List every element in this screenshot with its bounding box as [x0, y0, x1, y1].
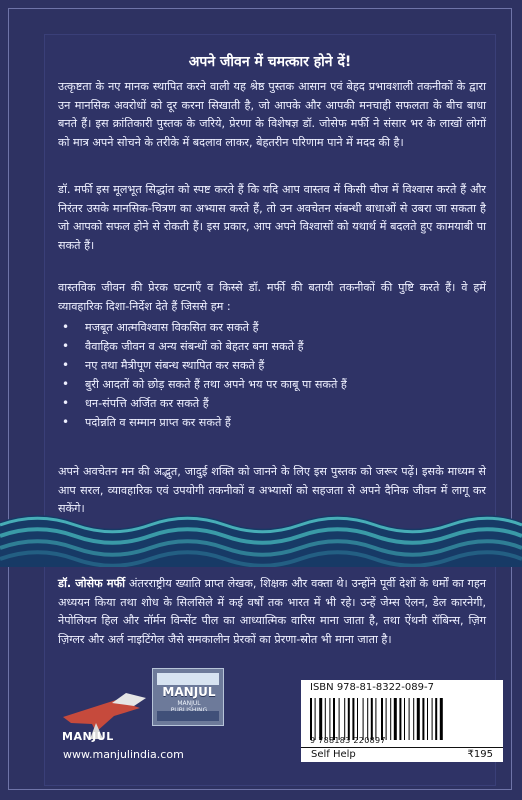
wave-decoration — [0, 497, 522, 567]
barcode-bar — [409, 698, 410, 740]
bullet-icon: • — [62, 339, 70, 353]
bullet-item — [58, 375, 486, 394]
author-name: डॉ. जोसेफ मर्फी — [58, 577, 126, 590]
barcode-bar — [427, 698, 428, 740]
bullet-item — [58, 356, 486, 375]
barcode-bar — [390, 698, 391, 740]
barcode-bar — [339, 698, 340, 740]
barcode-bar — [352, 698, 354, 740]
barcode-bar — [310, 698, 312, 740]
barcode-bar — [413, 698, 414, 740]
badge-bottom-band — [157, 711, 219, 721]
barcode-bar — [394, 698, 397, 740]
bullet-icon: • — [62, 415, 70, 429]
barcode-bar — [440, 698, 443, 740]
bullet-icon: • — [62, 377, 70, 391]
barcode-bar — [344, 698, 345, 740]
price-row — [301, 747, 503, 763]
barcode-bar — [422, 698, 424, 740]
bullet-text: धन-संपत्ति अर्जित कर सकते हैं — [85, 397, 209, 410]
category-label: Self Help — [311, 749, 356, 760]
barcode-bar — [386, 698, 387, 740]
author-bio-text: अंतरराष्ट्रीय ख्याति प्राप्त लेखक, शिक्षक और वक्ता थे। उन्होंने पूर्वी देशों के धर्मों का गहन अध्ययन किया तथा शोध के सिलसिले में कई वर्षों तक भारत में भी रहे। उन्हें जेम्स ऐलन, डेल कारनेगी, नेपोलियन हिल और नॉर्मन विन्सेंट पील का आध्यात्मिक वारिस माना जाता है, तथा ऐंथनी रॉबिन्स, ज़िग ज़िग्लर और अर्ल नाइटिंगेल जैसे समकालीन प्रेरकों का प्रेरणा-स्रोत भी माना जाता है। — [58, 577, 486, 646]
barcode-bar — [404, 698, 405, 740]
barcode-bar — [363, 698, 364, 740]
barcode-bar — [399, 698, 401, 740]
closing-paragraph: अपने अवचेतन मन की अद्भुत, जादुई शक्ति को जानने के लिए इस पुस्तक को जरूर पढ़ें। इसके माध्यम से आप सरल, व्यावहारिक एवं उपयोगी तकनीकों व अभ्यासों को सहजता से अपने दैनिक जीवन में लागू कर सकेंगे। — [58, 465, 486, 515]
badge-small-text: MANJUL — [177, 700, 201, 707]
barcode-bar — [435, 698, 437, 740]
barcode-panel — [301, 680, 503, 762]
barcode-bar — [367, 698, 368, 740]
description-paragraph-3: वास्तविक जीवन की प्रेरक घटनाएँ व किस्से डॉ. मर्फी की बतायी तकनीकों की पुष्टि करते हैं। वे हमें व्यावहारिक दिशा-निर्देश देते हैं जिससे हम : — [58, 281, 486, 313]
bullet-text: वैवाहिक जीवन व अन्य संबन्धों को बेहतर बना सकते हैं — [85, 340, 304, 353]
badge-label: MANJUL — [162, 685, 216, 699]
barcode-bar — [315, 698, 316, 740]
bullet-icon: • — [62, 320, 70, 334]
author-bio — [58, 575, 486, 649]
bullet-item — [58, 337, 486, 356]
barcode-bar — [357, 698, 358, 740]
publisher-website: www.manjulindia.com — [63, 748, 184, 761]
barcode-bar — [329, 698, 330, 740]
isbn-text: ISBN 978-81-8322-089-7 — [310, 682, 434, 693]
bullet-icon: • — [62, 358, 70, 372]
barcode-bar — [333, 698, 335, 740]
barcode-bar — [371, 698, 373, 740]
barcode-icon — [310, 698, 493, 740]
description-paragraph-2: डॉ. मर्फी इस मूलभूत सिद्धांत को स्पष्ट करते हैं कि यदि आप वास्तव में किसी चीज में विश्वास करते हैं और निरंतर उसके मानसिक-चित्रण का अभ्यास करते हैं, तो उन अवचेतन संबन्धी बाधाओं से उबरा जा सकता है जो आपको सफल होने से रोकती हैं। इस प्रकार, आप अपने विश्वासों को यथार्थ में बदलते हुए कामयाबी पा सकते हैं। — [58, 183, 486, 252]
publisher-badge — [152, 668, 224, 726]
badge-top-band — [157, 673, 219, 685]
barcode-digits: 9 788183 220897 — [310, 736, 386, 745]
barcode-bar — [432, 698, 433, 740]
bullet-item — [58, 413, 486, 432]
bullet-item — [58, 318, 486, 337]
barcode-bar — [417, 698, 420, 740]
bullet-text: पदोन्नति व सम्मान प्राप्त कर सकते हैं — [85, 416, 231, 429]
barcode-bar — [375, 698, 376, 740]
barcode-bar — [325, 698, 326, 740]
bullet-text: नए तथा मैत्रीपूण संबन्ध स्थापित कर सकते हैं — [85, 359, 265, 372]
publisher-name: MANJUL — [62, 730, 114, 743]
description-paragraph-1: उत्कृष्टता के नए मानक स्थापित करने वाली यह श्रेष्ठ पुस्तक आसान एवं बेहद प्रभावशाली तकनीकों के द्वारा उन मानसिक अवरोधों को दूर करना सिखाती है, जो आपके और आपकी मनचाही सफलता के बीच बाधा बनते हैं। इस क्रांतिकारी पुस्तक के जरिये, प्रेरणा के विशेषज्ञ डॉ. जोसेफ मर्फी ने संसार भर के लाखों लोगों को मात्र अपने सोचने के तरीके में बदलाव लाकर, बेहतरीन परिणाम पाने में मदद की है। — [58, 80, 486, 149]
cover-heading: अपने जीवन में चमत्कार होने दें! — [188, 54, 352, 70]
barcode-bar — [319, 698, 322, 740]
bullet-item — [58, 394, 486, 413]
bullet-icon: • — [62, 396, 70, 410]
barcode-bar — [348, 698, 350, 740]
barcode-bar — [381, 698, 383, 740]
benefits-list — [58, 318, 486, 432]
bullet-text: बुरी आदतों को छोड़ सकते हैं तथा अपने भय पर काबू पा सकते हैं — [85, 378, 347, 391]
bullet-text: मजबूत आत्मविश्वास विकसित कर सकते हैं — [85, 321, 259, 334]
price-label: ₹195 — [467, 749, 493, 760]
